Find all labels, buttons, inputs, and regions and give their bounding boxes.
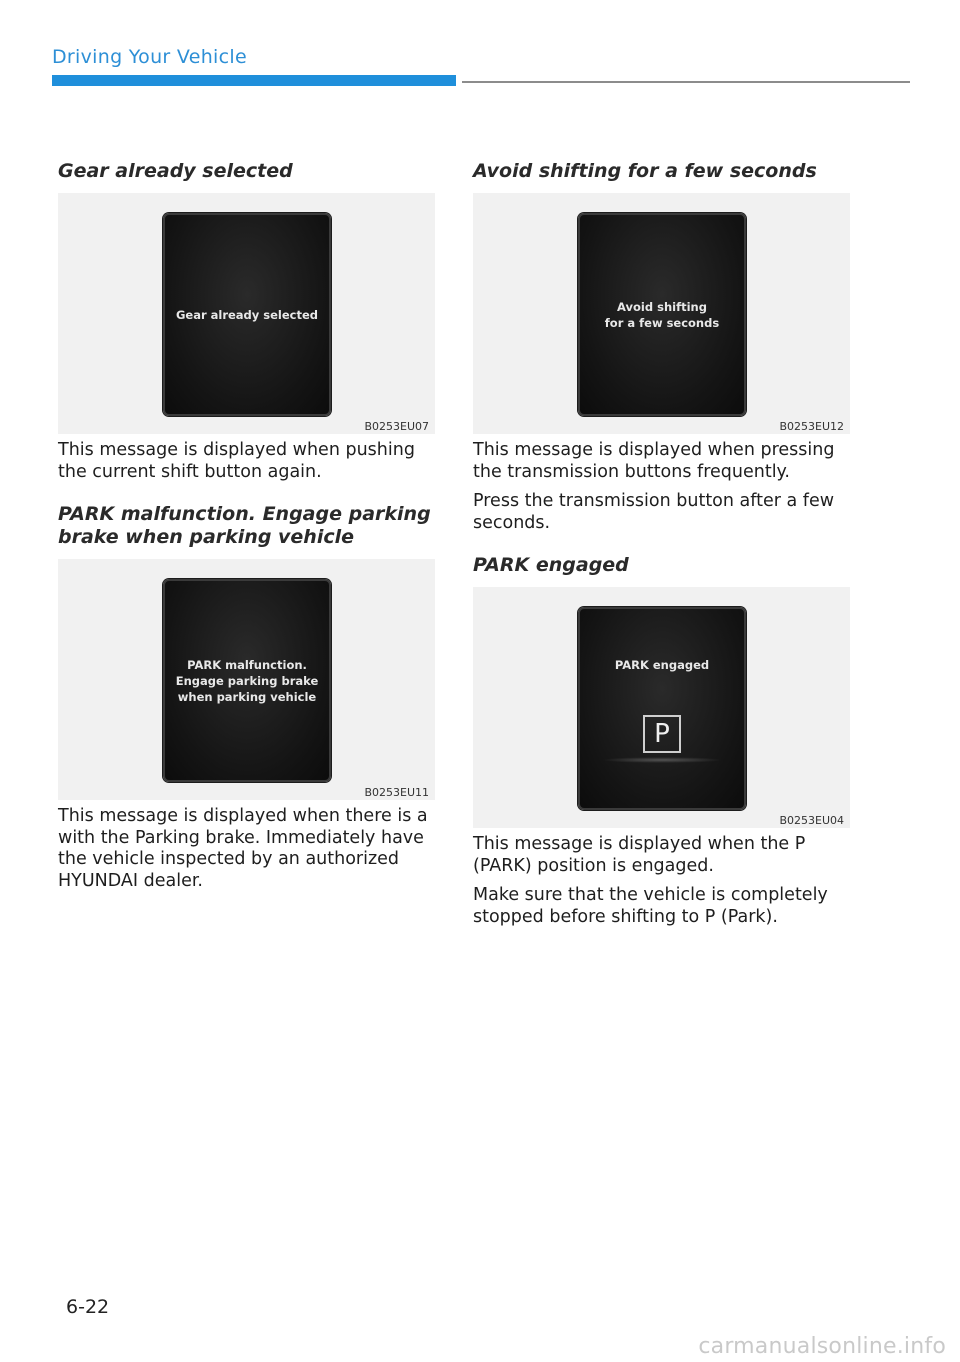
figure-code: B0253EU07: [364, 420, 429, 433]
paragraph: Make sure that the vehicle is completely stopped before shifting to P (Park).: [473, 885, 828, 927]
heading-park-malfunction: PARK malfunction. Engage parking brake when parking vehicle: [58, 503, 431, 548]
cluster-display: [163, 579, 331, 782]
heading-park-engaged: PARK engaged: [473, 554, 629, 576]
header-rule: [462, 81, 910, 83]
page-number: 6-22: [66, 1296, 110, 1318]
section-title: Driving Your Vehicle: [52, 46, 247, 68]
figure-code: B0253EU04: [779, 814, 844, 827]
park-gear-icon: P: [643, 715, 681, 753]
heading-avoid-shifting: Avoid shifting for a few seconds: [473, 160, 817, 182]
glow-decoration: [602, 757, 722, 763]
figure-code: B0253EU12: [779, 420, 844, 433]
right-column: [473, 160, 850, 928]
figure-gear-already-selected: [58, 193, 435, 434]
display-message: PARK engaged: [614, 658, 710, 672]
paragraph: This message is displayed when pressing the transmission buttons frequently.: [473, 440, 835, 482]
paragraph: This message is displayed when the P (PARK) position is engaged.: [473, 834, 806, 876]
left-column: [58, 160, 435, 892]
heading-gear-already-selected: Gear already selected: [58, 160, 293, 182]
cluster-display: [578, 213, 746, 416]
figure-avoid-shifting: [473, 193, 850, 434]
watermark: carmanualsonline.info: [698, 1334, 946, 1359]
figure-code: B0253EU11: [364, 786, 429, 799]
paragraph: This message is displayed when there is a with the Parking brake. Immediately have the vehicle inspected by an authorized HYUNDAI dealer.: [58, 806, 428, 891]
cluster-display: [163, 213, 331, 416]
display-message: Avoid shifting for a few seconds: [604, 299, 720, 330]
display-message: Gear already selected: [175, 307, 319, 322]
figure-park-engaged: [473, 587, 850, 828]
header-rule-accent: [52, 75, 456, 86]
paragraph: This message is displayed when pushing the current shift button again.: [58, 440, 415, 482]
paragraph: Press the transmission button after a few seconds.: [473, 491, 835, 533]
cluster-display: [578, 607, 746, 810]
display-message: PARK malfunction. Engage parking brake when parking vehicle: [175, 657, 319, 704]
figure-park-malfunction: [58, 559, 435, 800]
